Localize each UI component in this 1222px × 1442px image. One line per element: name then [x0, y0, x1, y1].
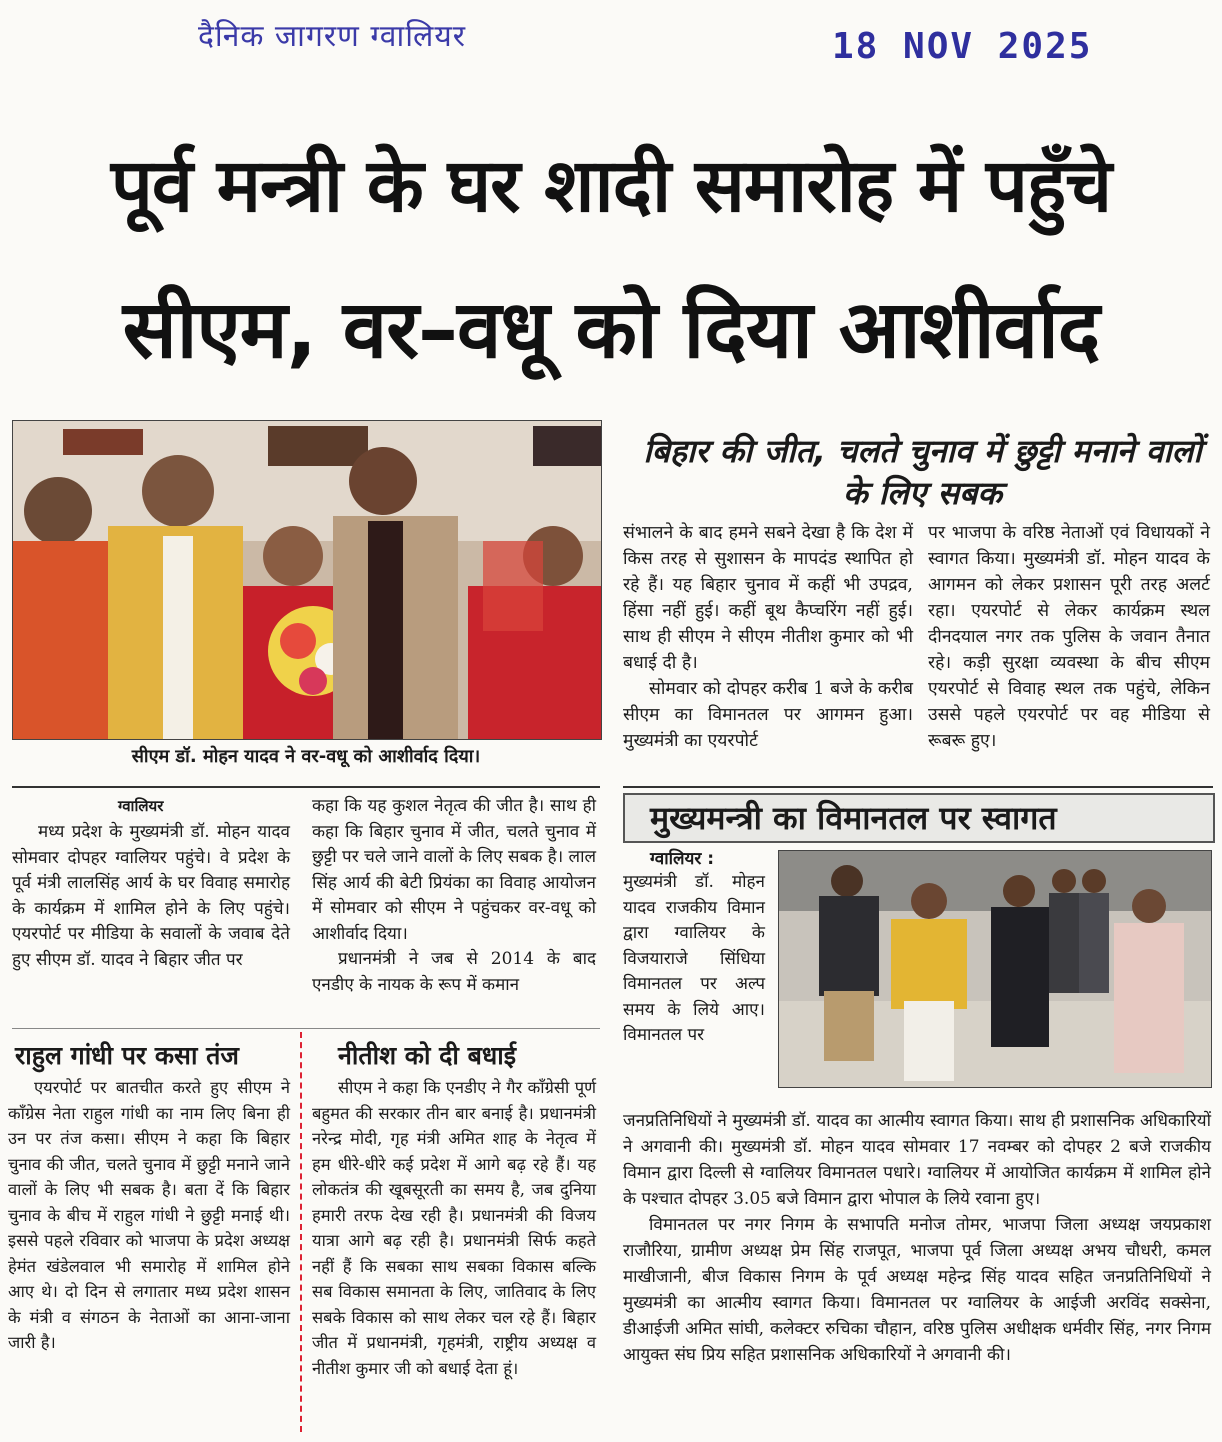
main-para1: मध्य प्रदेश के मुख्यमंत्री डॉ. मोहन यादव सोमवार दोपहर ग्वालियर पहुंचे। वे प्रदेश के पूर्व मंत्री लालसिंह आर्य के घर विवाह समारोह के कार्यक्रम में शामिल होने के लिए पहुंचे। एयरपोर्ट पर मीडिया के सवालों के जवाब देते हुए सीएम डॉ. यादव ने बिहार जीत पर — [12, 822, 290, 970]
airport-side-column — [623, 870, 765, 1049]
rahul-head: राहुल गांधी पर कसा तंज — [15, 1041, 239, 1070]
main-para2b: प्रधानमंत्री ने जब से 2014 के बाद एनडीए के नायक के रूप में कमान — [312, 949, 596, 995]
airport-side-text: मुख्यमंत्री डॉ. मोहन यादव राजकीय विमान द्वारा ग्वालियर के विजयाराजे सिंधिया विमानतल पर अल्प समय के लिये आए। विमानतल पर — [623, 872, 765, 1045]
nitish-column — [312, 1075, 596, 1381]
rahul-column — [8, 1075, 290, 1356]
divider-right — [623, 786, 1213, 788]
airport-para2: विमानतल पर नगर निगम के सभापति मनोज तोमर, भाजपा जिला अध्यक्ष जयप्रकाश राजौरिया, ग्रामीण अध्यक्ष प्रेम सिंह राजपूत, भाजपा पूर्व जिला अध्यक्ष अभय चौधरी, कमल माखीजानी, बीज विकास निगम के पूर्व अध्यक्ष महेन्द्र सिंह यादव सहित जनप्रतिनिधियों ने मुख्यमंत्री का आत्मीय स्वागत किया। विमानतल पर ग्वालियर के आईजी अरविंद सक्सेना, डीआईजी अमित सांघी, कलेक्टर रुचिका चौहान, वरिष्ठ पुलिस अधीक्षक धर्मवीर सिंह, नगर निगम आयुक्त संघ प्रिय सहित प्रशासनिक अधिकारियों ने अगवानी की। — [623, 1215, 1211, 1365]
airport-photo-illustration — [779, 851, 1211, 1087]
headline-line2: सीएम, वर–वधू को दिया आशीर्वाद — [122, 283, 1100, 376]
airport-photo — [778, 850, 1212, 1088]
wedding-photo — [12, 420, 602, 740]
bihar-column-2 — [928, 520, 1210, 754]
rahul-body: एयरपोर्ट पर बातचीत करते हुए सीएम ने कॉंग्रेस नेता राहुल गांधी का नाम लिए बिना ही उन पर तंज कसा। सीएम ने कहा कि बिहार चुनाव की जीत, चलते चुनाव में छुट्टी मनाने जाने वालों के लिए भी सबक है। बता दें कि बिहार चुनाव के बीच में राहुल गांधी ने छुट्टी मनाई थी। इससे पहले रविवार को भाजपा के प्रदेश अध्यक्ष हेमंत खंडेलवाल भी समारोह में शामिल होने आए थे। दो दिन से लगातार मध्य प्रदेश शासन के मंत्री व संगठन के नेताओं का आना-जाना जारी है। — [8, 1078, 290, 1352]
nitish-body: सीएम ने कहा कि एनडीए ने गैर कॉंग्रेसी पूर्ण बहुमत की सरकार तीन बार बनाई है। प्रधानमंत्री नरेन्द्र मोदी, गृह मंत्री अमित शाह के नेतृत्व में हम धीरे-धीरे कई प्रदेश में आगे बढ़ रहे हैं। यह लोकतंत्र की खूबसूरती का समय है, जब दुनिया हमारी तरफ देख रही है। प्रधानमंत्री की विजय यात्रा आगे बढ़ रही है। प्रधानमंत्री सिर्फ कहते नहीं हैं कि सबका साथ सबका विकास बल्कि सब विकास समानता के लिए, जातिवाद के लिए सबके विकास को साथ लेकर चल रहे हैं। बिहार जीत में प्रधानमंत्री, गृहमंत्री, राष्ट्रीय अध्यक्ष व नीतीश कुमार जी को बधाई देता हूं। — [312, 1078, 596, 1378]
newspaper-stamp: दैनिक जागरण ग्वालियर — [198, 19, 467, 54]
bihar-col1-para2: सोमवार को दोपहर करीब 1 बजे के करीब सीएम का विमानतल पर आगमन हुआ। मुख्यमंत्री का एयरपोर्ट — [623, 679, 913, 751]
bihar-column-1 — [623, 520, 913, 754]
main-column-1 — [12, 820, 290, 973]
divider-sub — [12, 1028, 600, 1029]
airport-dateline: ग्वालियर : — [650, 849, 715, 869]
wedding-photo-illustration — [13, 421, 601, 739]
airport-head: मुख्यमन्त्री का विमानतल पर स्वागत — [650, 799, 1057, 837]
divider-left — [12, 786, 600, 788]
main-dateline: ग्वालियर — [118, 797, 164, 815]
column-divider — [300, 1032, 302, 1432]
airport-para1: जनप्रतिनिधियों ने मुख्यमंत्री डॉ. यादव का आत्मीय स्वागत किया। साथ ही प्रशासनिक अधिकारियों ने अगवानी की। मुख्यमंत्री डॉ. मोहन यादव सोमवार 17 नवम्बर को दोपहर 2 बजे राजकीय विमान द्वारा दिल्ली से ग्वालियर विमानतल पधारे। ग्वालियर में आयोजित कार्यक्रम में शामिल होने के पश्चात दोपहर 3.05 बजे विमान द्वारा भोपाल के लिये रवाना हुए। — [623, 1111, 1211, 1209]
date-stamp: 18 NOV 2025 — [832, 26, 1093, 67]
bihar-col2-para1: पर भाजपा के वरिष्ठ नेताओं एवं विधायकों ने स्वागत किया। मुख्यमंत्री डॉ. मोहन यादव के आगमन को लेकर प्रशासन पूरी तरह अलर्ट रहा। एयरपोर्ट से लेकर कार्यक्रम स्थल दीनदयाल नगर तक पुलिस के जवान तैनात रहे। कड़ी सुरक्षा व्यवस्था के बीच सीएम एयरपोर्ट से विवाह स्थल तक पहुंचे, लेकिन उससे पहले एयरपोर्ट पर वह मीडिया से रूबरू हुए। — [928, 523, 1210, 751]
airport-column — [623, 1108, 1211, 1368]
wedding-photo-caption: सीएम डॉ. मोहन यादव ने वर-वधू को आशीर्वाद दिया। — [131, 746, 481, 767]
main-column-2 — [312, 794, 596, 998]
headline-line1: पूर्व मन्त्री के घर शादी समारोह में पहुँचे — [110, 143, 1112, 229]
bihar-col1-para1: संभालने के बाद हमने सबने देखा है कि देश में किस तरह से सुशासन के मापदंड स्थापित हो रहे हैं। यह बिहार चुनाव में कहीं भी उपद्रव, हिंसा नहीं हुई। कहीं बूथ कैप्चरिंग नहीं हुई। साथ ही सीएम ने सीएम नीतीश कुमार को भी बधाई दी है। — [623, 523, 913, 673]
nitish-head: नीतीश को दी बधाई — [338, 1041, 517, 1070]
main-para2a: कहा कि यह कुशल नेतृत्व की जीत है। साथ ही कहा कि बिहार चुनाव में जीत, चलते चुनाव में छुट्टी पर चले जाने वालों के लिए सबक है। लाल सिंह आर्य की बेटी प्रियंका का विवाह आयोजन में सोमवार को सीएम ने पहुंचकर वर-वधू को आशीर्वाद दिया। — [312, 796, 596, 944]
bihar-subhead: बिहार की जीत, चलते चुनाव में छुट्टी मनाने वालों के लिए सबक — [643, 432, 1202, 512]
